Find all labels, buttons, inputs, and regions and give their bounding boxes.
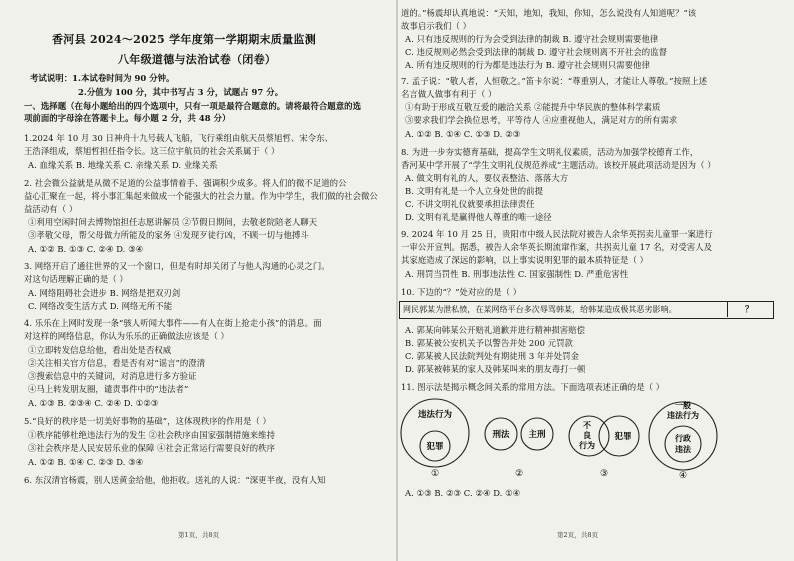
svg-text:违法: 违法 (675, 444, 691, 454)
q5-options: A. ①② B. ①④ C. ②③ D. ③④ (28, 457, 144, 467)
q11-diagram (397, 396, 794, 486)
diagram-4 (649, 400, 717, 481)
page-footer-right: 第2页，共8页 (557, 531, 599, 539)
q6-option-extra: A. 所有违反规则的行为都是违法行为 B. 遵守社会规则只需要他律 (405, 60, 650, 70)
q3-options-cd: C. 网络改变生活方式 D. 网络无所不能 (28, 301, 173, 311)
q7-stem-2: 名言做人做事有利于（ ） (401, 89, 497, 99)
q10-option-d: D. 郭某被韩某的家人及韩某叫来的朋友毒打一顿 (405, 364, 586, 374)
q7-item-12: ①有助于形成互敬互爱的融洽关系 ②能提升中华民族的整体科学素质 (405, 102, 661, 112)
q7-stem: 7. 孟子说：“敬人者，人恒敬之。”笛卡尔说：“尊重别人，才能让人尊敬。”按照上述 (401, 76, 708, 86)
q1-options: A. 血缘关系 B. 地缘关系 C. 亲缘关系 D. 业缘关系 (28, 160, 218, 170)
q10-table-text: 网民郭某为泄私愤，在某网络平台多次辱骂韩某，给韩某造成极其恶劣影响。 (403, 305, 677, 314)
q9-options: A. 刑罚当罚性 B. 刑事违法性 C. 国家强制性 D. 严重危害性 (405, 269, 629, 279)
q2-options: A. ①② B. ①③ C. ②④ D. ③④ (28, 244, 144, 254)
q1-stem: 1.2024 年 10 月 30 日神舟十九号载人飞船，飞行乘组由航天员蔡旭哲、宋令东、 (24, 133, 334, 143)
q4-stem-2: 对这样的网络信息，你认为乐乐的正确做法应该是（ ） (24, 331, 229, 341)
q6-stem-cont: 道的。”杨震却认真地说：“天知，地知，我知，你知，怎么说没有人知道呢？”该 (401, 8, 697, 18)
q8-stem-2: 香河某中学开展了“学生文明礼仪规范养成”主题活动。该校开展此项活动是因为（ ） (401, 160, 716, 170)
q9-stem-2: 一审公开宣判。据悉，被告人余华英长期流窜作案，共拐卖儿童 17 名，对受害人及 (401, 242, 713, 252)
q8-stem: 8. 为进一步夯实德育基础，提高学生文明礼仪素质，活动为加强学校德育工作， (401, 147, 699, 157)
diagram-2 (485, 418, 553, 479)
q4-item-3: ③搜索信息中的关键词，对消息进行多方验证 (28, 371, 197, 381)
q2-stem-2: 益心汇聚在一起，将小事汇集起来做成一个能强大的社会力量。作为中学生，我们做的社会微公 (24, 191, 378, 201)
q4-stem: 4. 乐乐在上网时发现一条“骇人听闻大事件——有人在街上抢走小孩”的消息。面 (24, 318, 322, 328)
q8-option-c: C. 不讲文明礼仪就要承担法律责任 (405, 199, 535, 209)
q10-option-a: A. 郭某向韩某公开赔礼道歉并进行精神损害赔偿 (405, 325, 586, 335)
q10-table-divider (727, 301, 728, 317)
q10-option-c: C. 郭某被人民法院判处有期徒刑 3 年并处罚金 (405, 351, 580, 361)
right-page (397, 0, 794, 561)
q6-stem: 6. 东汉清官杨震，别人送黄金给他，他拒收。送礼的人说：“深更半夜，没有人知 (24, 475, 326, 485)
q4-item-1: ①立即转发信息给他，看出处是否权威 (28, 345, 172, 355)
diagram-3 (569, 416, 639, 479)
q7-options: A. ①② B. ①④ C. ①③ D. ②③ (405, 129, 521, 139)
q3-stem-2: 对这句话理解正确的是（ ） (24, 274, 128, 284)
q2-item-34: ③孝敬父母，帮父母做力所能及的家务 ④发现歹徒行凶，不顾一切与他搏斗 (28, 230, 309, 240)
q6-stem-cont-2: 故事启示我们（ ） (401, 21, 472, 31)
q5-stem: 5.“良好的秩序是一切美好事物的基础”，这体现秩序的作用是（ ） (24, 416, 271, 426)
q4-item-4: ④马上转发朋友圈，谴责事件中的“违法者” (28, 384, 189, 394)
q5-item-34: ③社会秩序是人民安居乐业的保障 ④社会正常运行需要良好的秩序 (28, 443, 276, 453)
q8-option-b: B. 文明有礼是一个人立身处世的前提 (405, 186, 544, 196)
diagram-1-inner-label: 犯罪 (426, 442, 444, 452)
diagram-3-number: ③ (599, 469, 609, 479)
diagram-2-left-label: 刑法 (492, 430, 510, 440)
exam-subtitle: 八年级道德与法治试卷（闭卷） (118, 53, 277, 66)
q3-options-ab: A. 网络阻碍社会进步 B. 网络是把双刃剑 (28, 288, 181, 298)
q1-stem-2: 王浩泽组成，蔡旭哲担任指令长。这三位宇航员的社会关系属于（ ） (24, 146, 280, 156)
diagram-1-outer-label: 违法行为 (417, 410, 453, 420)
diagram-3-right-label: 犯罪 (614, 432, 632, 442)
q4-item-2: ②关注相关官方信息，看是否有对“谣言”的澄清 (28, 358, 206, 368)
diagram-2-number: ② (514, 469, 524, 479)
q8-option-d: D. 文明有礼是赢得他人尊重的唯一途径 (405, 212, 552, 222)
section-heading: 一、选择题（在每小题给出的四个选项中，只有一项是最符合题意的。请将最符合题意的选 (24, 101, 361, 111)
svg-text:不: 不 (583, 420, 591, 430)
q10-stem: 10. 下边的“？”处对应的是（ ） (401, 287, 522, 297)
q4-options: A. ①③ B. ②③④ C. ②④ D. ①②③ (28, 398, 159, 408)
diagram-4-number: ④ (678, 471, 688, 481)
q11-options: A. ①③ B. ②③ C. ②④ D. ①④ (405, 488, 521, 498)
q2-stem-3: 益活动有（ ） (24, 204, 78, 214)
q10-table-question-mark: ？ (745, 304, 754, 314)
diagram-1-number: ① (430, 469, 440, 479)
q9-stem-3: 其家庭造成了深远的影响，以上事实说明犯罪的最本质特征是（ ） (401, 255, 649, 265)
svg-text:违法行为: 违法行为 (667, 410, 699, 420)
q3-stem: 3. 网络开启了通往世界的又一个窗口，但是有时却关闭了与他人沟通的心灵之门。 (24, 261, 330, 271)
q7-item-34: ③要求我们学会换位思考，平等待人 ④应重视他人，满足对方的所有需求 (405, 115, 678, 125)
page-footer-left: 第1页，共8页 (178, 531, 220, 539)
exam-note-1: 考试说明：1.本试卷时间为 90 分钟。 (30, 73, 175, 83)
exam-title: 香河县 2024～2025 学年度第一学期期末质量监测 (52, 33, 316, 46)
section-heading-2: 项前面的字母涂在答题卡上。每小题 2 分，共 48 分） (24, 113, 231, 123)
q6-option-cd: C. 违反规则必然会受到法律的制裁 D. 遵守社会规则离不开社会的监督 (405, 47, 668, 57)
q9-stem: 9. 2024 年 10 月 25 日，贵阳市中级人民法院对被告人余华英拐卖儿童罪一案进行 (401, 229, 713, 239)
svg-text:良: 良 (583, 430, 591, 440)
q6-option-ab: A. 只有违反规则的行为会受到法律的制裁 B. 遵守社会规则需要他律 (405, 34, 659, 44)
q5-item-12: ①秩序能够杜绝违法行为的发生 ②社会秩序由国家强制措施来维持 (28, 430, 276, 440)
q11-stem: 11. 图示法是揭示概念间关系的常用方法。下面选项表述正确的是（ ） (401, 382, 665, 392)
svg-text:行政: 行政 (675, 433, 691, 443)
q10-option-b: B. 郭某被公安机关予以警告并处 200 元罚款 (405, 338, 573, 348)
diagram-1 (401, 399, 469, 479)
q2-item-12: ①利用空闲时间去博物馆担任志愿讲解员 ②节假日期间，去敬老院陪老人聊天 (28, 217, 318, 227)
q2-stem: 2. 社会微公益就是从微不足道的公益事情着手、强调积少成多。将人们的微不足道的公 (24, 178, 347, 188)
q8-option-a: A. 做文明有礼的人，要仪表整洁、落落大方 (405, 173, 569, 183)
diagram-3-left-label: 行为 (579, 440, 595, 450)
exam-note-2: 2.分值为 100 分，其中书写占 3 分，试题占 97 分。 (78, 87, 284, 97)
svg-text:一般: 一般 (675, 400, 691, 410)
diagram-2-right-label: 主刑 (528, 430, 546, 440)
